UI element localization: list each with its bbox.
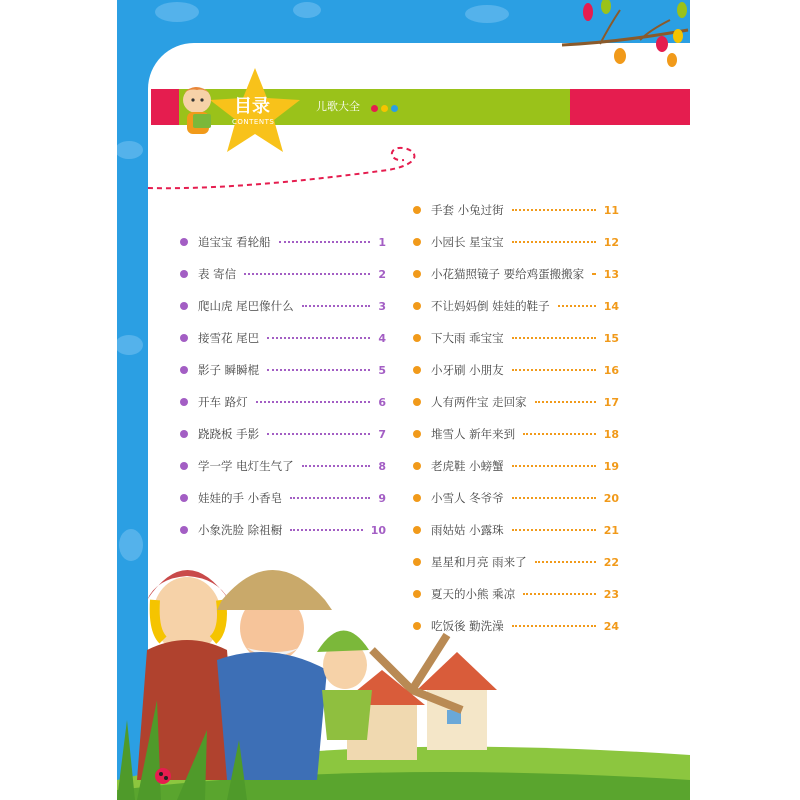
reading-kid-illustration [175, 82, 225, 142]
toc-entry-page: 21 [603, 523, 619, 537]
bullet-dot-icon [413, 398, 421, 406]
toc-entry-title: 不让妈妈倒 娃娃的鞋子 [431, 299, 550, 313]
dotted-leader [256, 401, 371, 403]
dashed-path-decoration [148, 140, 428, 200]
bullet-dot-icon [413, 334, 421, 342]
dotted-leader [290, 529, 363, 531]
toc-entry-page: 16 [603, 363, 619, 377]
branch-decoration [560, 0, 690, 80]
dotted-leader [267, 369, 370, 371]
dotted-leader [267, 433, 370, 435]
bullet-dot-icon [413, 302, 421, 310]
dotted-leader [512, 529, 596, 531]
toc-entry[interactable] [413, 361, 619, 379]
toc-entry-page: 10 [370, 523, 386, 537]
bullet-dot-icon [413, 494, 421, 502]
dotted-leader [535, 401, 596, 403]
dotted-leader [512, 497, 596, 499]
dotted-leader [558, 305, 596, 307]
toc-entry[interactable] [180, 393, 386, 411]
bullet-dot-icon [413, 430, 421, 438]
series-title: 儿歌大全 [316, 100, 360, 113]
bullet-dot-icon [413, 238, 421, 246]
toc-entry-title: 小象洗脸 除祖橱 [198, 523, 283, 537]
bullet-dot-icon [413, 206, 421, 214]
toc-entry[interactable] [413, 265, 619, 283]
toc-entry-page: 12 [603, 235, 619, 249]
toc-entry-title: 小牙刷 小朋友 [431, 363, 504, 377]
toc-entry-page: 5 [378, 363, 386, 377]
toc-entry-title: 跷跷板 手影 [198, 427, 260, 441]
toc-entry[interactable] [180, 425, 386, 443]
bullet-dot-icon [180, 462, 188, 470]
dotted-leader [512, 369, 596, 371]
toc-entry-title: 爬山虎 尾巴像什么 [198, 299, 294, 313]
toc-entry-page: 22 [603, 555, 619, 569]
toc-entry-title: 表 寄信 [198, 267, 237, 281]
bullet-dot-icon [180, 526, 188, 534]
toc-entry-page: 8 [378, 459, 386, 473]
toc-entry-title: 追宝宝 看轮船 [198, 235, 271, 249]
toc-entry-title: 夏天的小熊 乘凉 [431, 587, 516, 601]
toc-entry-title: 小雪人 冬爷爷 [431, 491, 504, 505]
toc-entry-page: 7 [378, 427, 386, 441]
toc-entry-page: 4 [378, 331, 386, 345]
dotted-leader [290, 497, 370, 499]
dotted-leader [512, 337, 596, 339]
toc-entry[interactable] [413, 489, 619, 507]
banner-dot-blue [391, 105, 398, 112]
toc-entry-page: 6 [378, 395, 386, 409]
toc-entry[interactable] [180, 297, 386, 315]
toc-entry-page: 15 [603, 331, 619, 345]
toc-entry-title: 接雪花 尾巴 [198, 331, 260, 345]
toc-entry-page: 9 [378, 491, 386, 505]
toc-entry[interactable] [413, 393, 619, 411]
dotted-leader [523, 433, 596, 435]
toc-entry-page: 24 [603, 619, 619, 633]
toc-entry[interactable] [413, 521, 619, 539]
toc-entry-title: 吃饭後 勤洗澡 [431, 619, 504, 633]
dotted-leader [592, 273, 596, 275]
page-subtitle: CONTENTS [232, 118, 275, 126]
toc-entry[interactable] [413, 233, 619, 251]
bullet-dot-icon [180, 302, 188, 310]
banner-dot-yellow [381, 105, 388, 112]
toc-entry[interactable] [180, 489, 386, 507]
toc-entry-page: 11 [603, 203, 619, 217]
toc-entry-title: 手套 小兔过街 [431, 203, 504, 217]
dotted-leader [512, 209, 596, 211]
toc-entry-title: 开车 路灯 [198, 395, 248, 409]
toc-entry[interactable] [180, 361, 386, 379]
toc-entry[interactable] [180, 265, 386, 283]
toc-entry[interactable] [413, 329, 619, 347]
bullet-dot-icon [180, 366, 188, 374]
toc-entry[interactable] [413, 425, 619, 443]
toc-entry-page: 1 [378, 235, 386, 249]
toc-entry-page: 20 [603, 491, 619, 505]
banner-accent-right [570, 89, 690, 125]
toc-entry-title: 下大雨 乖宝宝 [431, 331, 504, 345]
bullet-dot-icon [180, 494, 188, 502]
dotted-leader [279, 241, 371, 243]
toc-entry-page: 18 [603, 427, 619, 441]
dotted-leader [302, 305, 371, 307]
toc-entry-title: 学一学 电灯生气了 [198, 459, 294, 473]
toc-entry-page: 13 [603, 267, 619, 281]
toc-entry-title: 小园长 星宝宝 [431, 235, 504, 249]
toc-entry[interactable] [180, 233, 386, 251]
toc-entry-title: 雨姑姑 小露珠 [431, 523, 504, 537]
dotted-leader [244, 273, 370, 275]
bullet-dot-icon [413, 462, 421, 470]
toc-entry-title: 娃娃的手 小香皂 [198, 491, 283, 505]
bullet-dot-icon [180, 270, 188, 278]
bullet-dot-icon [413, 366, 421, 374]
toc-entry-title: 堆雪人 新年来到 [431, 427, 516, 441]
storybook-illustration [117, 540, 690, 800]
toc-entry-page: 23 [603, 587, 619, 601]
dotted-leader [267, 337, 370, 339]
toc-entry[interactable] [413, 457, 619, 475]
toc-entry-title: 老虎鞋 小螃蟹 [431, 459, 504, 473]
bullet-dot-icon [413, 270, 421, 278]
toc-entry-page: 14 [603, 299, 619, 313]
bullet-dot-icon [413, 526, 421, 534]
toc-entry-page: 3 [378, 299, 386, 313]
page-title: 目录 [234, 96, 270, 117]
bullet-dot-icon [180, 238, 188, 246]
toc-entry[interactable] [180, 329, 386, 347]
toc-entry-page: 17 [603, 395, 619, 409]
dotted-leader [512, 465, 596, 467]
toc-entry-page: 2 [378, 267, 386, 281]
toc-entry-title: 小花猫照镜子 要给鸡蛋搬搬家 [431, 267, 585, 281]
toc-entry[interactable] [180, 521, 386, 539]
bullet-dot-icon [180, 398, 188, 406]
dotted-leader [302, 465, 371, 467]
toc-entry-title: 影子 瞬瞬棍 [198, 363, 260, 377]
bullet-dot-icon [180, 430, 188, 438]
toc-entry-title: 星星和月亮 雨来了 [431, 555, 527, 569]
banner-dot-red [371, 105, 378, 112]
toc-entry-title: 人有两件宝 走回家 [431, 395, 527, 409]
dotted-leader [512, 241, 596, 243]
toc-entry[interactable] [413, 297, 619, 315]
toc-entry[interactable] [413, 201, 619, 219]
toc-entry-page: 19 [603, 459, 619, 473]
bullet-dot-icon [180, 334, 188, 342]
toc-entry[interactable] [180, 457, 386, 475]
